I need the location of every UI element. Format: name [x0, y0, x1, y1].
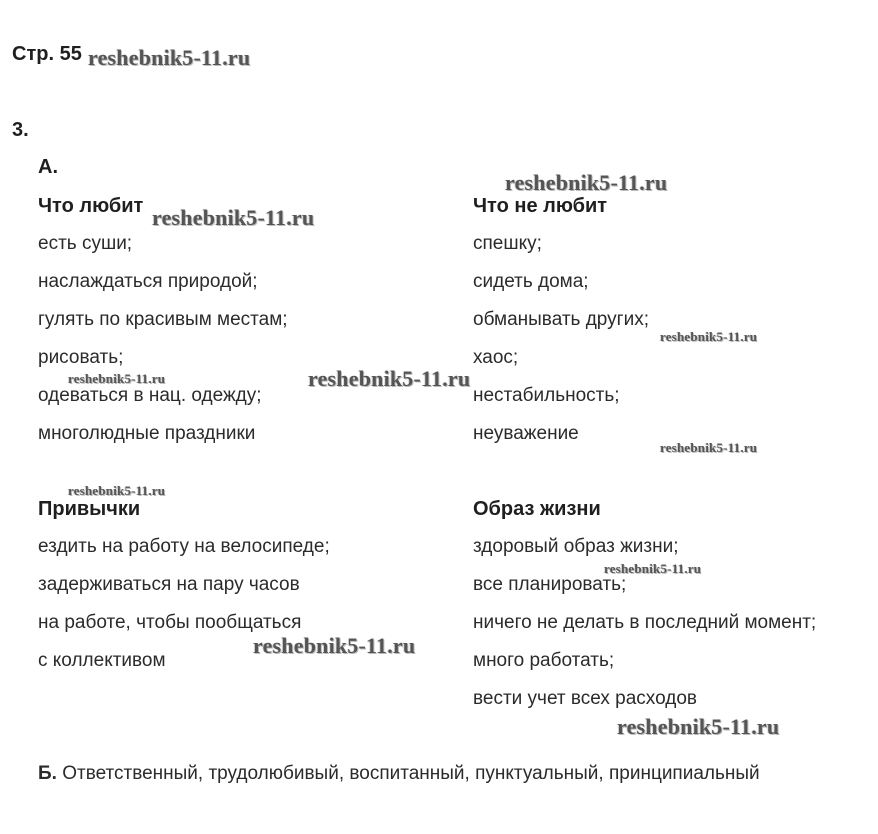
part-b-label: Б.: [38, 763, 57, 784]
watermark: reshebnik5-11.ru: [660, 329, 758, 344]
part-b-text: Ответственный, трудолюбивый, воспитанный, пунктуальный, принципиальный: [62, 763, 760, 784]
watermark: reshebnik5-11.ru: [660, 440, 758, 455]
part-b-line: [38, 763, 760, 785]
watermark: reshebnik5-11.ru: [88, 45, 251, 70]
dislikes-item: обманывать других;: [473, 309, 649, 330]
watermark: reshebnik5-11.ru: [68, 371, 166, 386]
lifestyle-item: здоровый образ жизни;: [473, 536, 679, 557]
habits-item: ездить на работу на велосипеде;: [38, 536, 330, 557]
likes-item: есть суши;: [38, 233, 133, 254]
dislikes-item: неуважение: [473, 423, 579, 444]
task-number: 3.: [12, 119, 29, 141]
dislikes-heading: Что не любит: [473, 195, 608, 217]
lifestyle-item: вести учет всех расходов: [473, 688, 697, 709]
habits-item: с коллективом: [38, 650, 166, 671]
habits-heading: Привычки: [38, 498, 141, 520]
likes-item: многолюдные праздники: [38, 423, 256, 444]
lifestyle-heading: Образ жизни: [473, 498, 601, 520]
likes-heading: Что любит: [38, 195, 144, 217]
watermark: reshebnik5-11.ru: [604, 561, 702, 576]
lifestyle-item: все планировать;: [473, 574, 627, 595]
dislikes-item: нестабильность;: [473, 385, 620, 406]
likes-item: наслаждаться природой;: [38, 271, 258, 292]
watermark: reshebnik5-11.ru: [505, 170, 668, 195]
watermark: reshebnik5-11.ru: [308, 366, 471, 391]
lifestyle-item: много работать;: [473, 650, 615, 671]
dislikes-item: спешку;: [473, 233, 542, 254]
likes-item: рисовать;: [38, 347, 124, 368]
watermark: reshebnik5-11.ru: [152, 205, 315, 230]
habits-item: задерживаться на пару часов: [38, 574, 300, 595]
likes-item: одеваться в нац. одежду;: [38, 385, 262, 406]
watermark: reshebnik5-11.ru: [253, 633, 416, 658]
likes-item: гулять по красивым местам;: [38, 309, 288, 330]
page-label: Стр. 55: [12, 43, 82, 65]
watermark: reshebnik5-11.ru: [617, 714, 780, 739]
dislikes-item: сидеть дома;: [473, 271, 589, 292]
lifestyle-item: ничего не делать в последний момент;: [473, 612, 817, 633]
watermark: reshebnik5-11.ru: [68, 483, 166, 498]
dislikes-item: хаос;: [473, 347, 519, 368]
habits-item: на работе, чтобы пообщаться: [38, 612, 302, 633]
part-a-label: А.: [38, 156, 58, 178]
